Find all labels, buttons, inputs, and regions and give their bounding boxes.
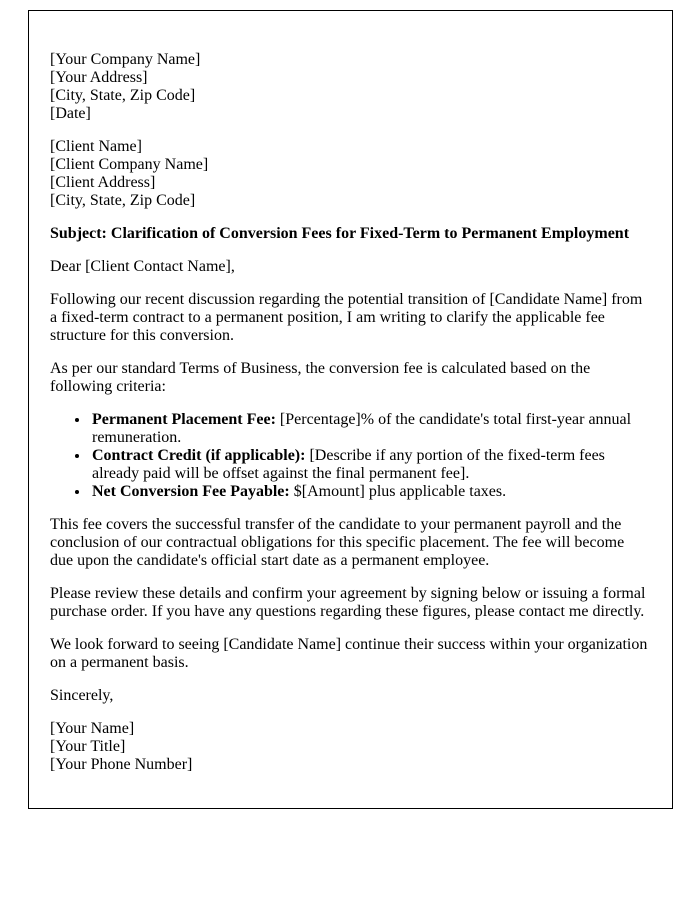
- signature-name: [Your Name]: [50, 720, 135, 737]
- sender-city-state-zip: [City, State, Zip Code]: [50, 87, 196, 104]
- sender-block: [50, 51, 648, 123]
- paragraph-confirmation-request: Please review these details and confirm your agreement by signing below or issuing a formal purchase order. If you have any questions regarding these figures, please contact me directly.: [50, 585, 646, 620]
- client-company-name: [Client Company Name]: [50, 156, 209, 173]
- bullet-text: $[Amount] plus applicable taxes.: [289, 483, 507, 500]
- list-item-net-conversion-fee: [90, 483, 648, 501]
- signature-block: [50, 720, 648, 774]
- signature-title: [Your Title]: [50, 738, 126, 755]
- fee-criteria-list: [50, 411, 648, 501]
- sender-company-name: [Your Company Name]: [50, 51, 201, 68]
- paragraph-criteria-lead: As per our standard Terms of Business, the conversion fee is calculated based on the following criteria:: [50, 360, 591, 395]
- client-city-state-zip: [City, State, Zip Code]: [50, 192, 196, 209]
- subject-line: Subject: Clarification of Conversion Fees for Fixed-Term to Permanent Employment: [50, 225, 630, 242]
- signature-phone: [Your Phone Number]: [50, 756, 193, 773]
- bullet-label: Net Conversion Fee Payable:: [92, 483, 290, 500]
- closing: Sincerely,: [50, 687, 114, 704]
- bullet-label: Contract Credit (if applicable):: [92, 447, 306, 464]
- paragraph-fee-coverage: This fee covers the successful transfer of the candidate to your permanent payroll and the conclusion of our contractual obligations for this specific placement. The fee will become due upon the candidate's official start date as a permanent employee.: [50, 516, 625, 569]
- salutation: Dear [Client Contact Name],: [50, 258, 235, 275]
- bullet-text: [Describe if any portion of the fixed-term fees already paid will be offset against the final permanent fee].: [92, 447, 605, 482]
- paragraph-closing-note: We look forward to seeing [Candidate Name] continue their success within your organization on a permanent basis.: [50, 636, 648, 671]
- paragraph-intro: Following our recent discussion regarding the potential transition of [Candidate Name] from a fixed-term contract to a permanent position, I am writing to clarify the applicable fee structure for this conversion.: [50, 291, 643, 344]
- recipient-block: [50, 138, 648, 210]
- list-item-permanent-placement-fee: [90, 411, 648, 447]
- client-address: [Client Address]: [50, 174, 156, 191]
- client-name: [Client Name]: [50, 138, 142, 155]
- bullet-text: [Percentage]% of the candidate's total first-year annual remuneration.: [92, 411, 632, 446]
- bullet-label: Permanent Placement Fee:: [92, 411, 276, 428]
- letter-date: [Date]: [50, 105, 91, 122]
- sender-address: [Your Address]: [50, 69, 148, 86]
- letter-page: [28, 10, 673, 809]
- list-item-contract-credit: [90, 447, 648, 483]
